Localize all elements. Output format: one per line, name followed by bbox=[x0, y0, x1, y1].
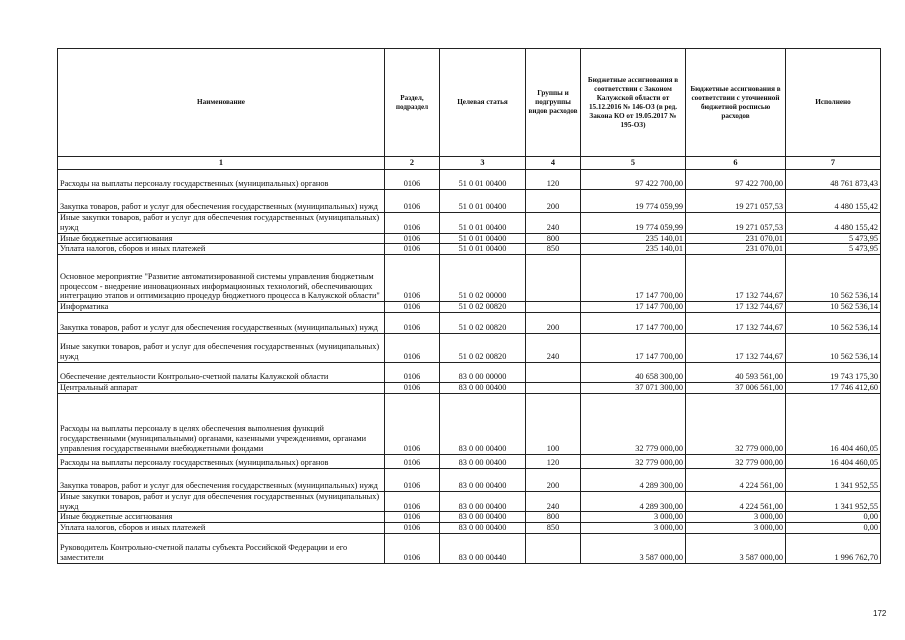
row-section: 0106 bbox=[385, 302, 440, 313]
table-row bbox=[58, 333, 881, 362]
column-number: 1 bbox=[58, 157, 385, 170]
table-row bbox=[58, 512, 881, 523]
row-target: 83 0 00 00400 bbox=[440, 491, 526, 512]
table-row bbox=[58, 190, 881, 213]
table-row bbox=[58, 255, 881, 302]
column-number: 2 bbox=[385, 157, 440, 170]
row-section: 0106 bbox=[385, 393, 440, 454]
header-name: Наименование bbox=[58, 49, 385, 157]
table-row bbox=[58, 468, 881, 491]
row-executed: 5 473,95 bbox=[786, 244, 881, 255]
row-target: 83 0 00 00400 bbox=[440, 468, 526, 491]
row-target: 51 0 01 00400 bbox=[440, 190, 526, 213]
row-section: 0106 bbox=[385, 233, 440, 244]
row-group: 200 bbox=[526, 468, 581, 491]
row-name: Уплата налогов, сборов и иных платежей bbox=[58, 523, 385, 534]
row-budget-law: 40 658 300,00 bbox=[581, 362, 686, 382]
row-name: Иные закупки товаров, работ и услуг для обеспечения государственных (муниципальных) нужд bbox=[58, 491, 385, 512]
row-group: 120 bbox=[526, 170, 581, 190]
table-row bbox=[58, 491, 881, 512]
row-group: 240 bbox=[526, 213, 581, 234]
row-group: 200 bbox=[526, 190, 581, 213]
row-executed: 16 404 460,05 bbox=[786, 454, 881, 468]
row-budget-law: 235 140,01 bbox=[581, 233, 686, 244]
table-row bbox=[58, 393, 881, 454]
row-group: 800 bbox=[526, 512, 581, 523]
row-budget-refined: 19 271 057,53 bbox=[686, 190, 786, 213]
row-budget-refined: 17 132 744,67 bbox=[686, 312, 786, 333]
row-section: 0106 bbox=[385, 333, 440, 362]
row-budget-refined: 40 593 561,00 bbox=[686, 362, 786, 382]
row-section: 0106 bbox=[385, 190, 440, 213]
header-budget-law: Бюджетные ассигнования в соответствии с Законом Калужской области от 15.12.2016 № 146-ОЗ (в ред. Закона КО от 19.05.2017 № 195-ОЗ) bbox=[581, 49, 686, 157]
row-section: 0106 bbox=[385, 362, 440, 382]
table-row bbox=[58, 233, 881, 244]
row-budget-refined: 17 132 744,67 bbox=[686, 333, 786, 362]
row-budget-law: 32 779 000,00 bbox=[581, 454, 686, 468]
row-budget-refined: 3 000,00 bbox=[686, 523, 786, 534]
column-number: 7 bbox=[786, 157, 881, 170]
row-name: Уплата налогов, сборов и иных платежей bbox=[58, 244, 385, 255]
row-target: 51 0 02 00000 bbox=[440, 255, 526, 302]
row-target: 83 0 00 00440 bbox=[440, 533, 526, 563]
row-budget-law: 19 774 059,99 bbox=[581, 213, 686, 234]
row-section: 0106 bbox=[385, 255, 440, 302]
row-budget-refined: 19 271 057,53 bbox=[686, 213, 786, 234]
row-budget-law: 17 147 700,00 bbox=[581, 255, 686, 302]
row-section: 0106 bbox=[385, 533, 440, 563]
row-target: 51 0 01 00400 bbox=[440, 244, 526, 255]
row-name: Центральный аппарат bbox=[58, 382, 385, 393]
row-name: Основное мероприятие "Развитие автоматизированной системы управления бюджетным процессом - внедрение инновационных информационных технологий, обеспечивающих интеграцию этапов и оптимизацию процедур бюджетного процесса в Калужской области" bbox=[58, 255, 385, 302]
row-budget-law: 3 000,00 bbox=[581, 523, 686, 534]
column-number: 5 bbox=[581, 157, 686, 170]
row-target: 83 0 00 00000 bbox=[440, 362, 526, 382]
table-row bbox=[58, 312, 881, 333]
row-section: 0106 bbox=[385, 512, 440, 523]
row-section: 0106 bbox=[385, 170, 440, 190]
row-budget-refined: 32 779 000,00 bbox=[686, 454, 786, 468]
row-target: 83 0 00 00400 bbox=[440, 382, 526, 393]
row-budget-law: 235 140,01 bbox=[581, 244, 686, 255]
row-target: 51 0 01 00400 bbox=[440, 213, 526, 234]
row-target: 83 0 00 00400 bbox=[440, 512, 526, 523]
row-executed: 17 746 412,60 bbox=[786, 382, 881, 393]
row-name: Иные закупки товаров, работ и услуг для обеспечения государственных (муниципальных) нужд bbox=[58, 333, 385, 362]
row-executed: 1 996 762,70 bbox=[786, 533, 881, 563]
row-executed: 48 761 873,43 bbox=[786, 170, 881, 190]
row-target: 83 0 00 00400 bbox=[440, 393, 526, 454]
table-row bbox=[58, 170, 881, 190]
row-budget-refined: 4 224 561,00 bbox=[686, 468, 786, 491]
row-executed: 16 404 460,05 bbox=[786, 393, 881, 454]
column-number: 3 bbox=[440, 157, 526, 170]
header-target: Целевая статья bbox=[440, 49, 526, 157]
row-budget-law: 17 147 700,00 bbox=[581, 302, 686, 313]
table-row bbox=[58, 382, 881, 393]
header-groups: Группы и подгруппы видов расходов bbox=[526, 49, 581, 157]
row-group: 850 bbox=[526, 523, 581, 534]
table-row bbox=[58, 244, 881, 255]
row-executed: 10 562 536,14 bbox=[786, 302, 881, 313]
row-executed: 0,00 bbox=[786, 512, 881, 523]
row-target: 83 0 00 00400 bbox=[440, 523, 526, 534]
row-budget-law: 3 587 000,00 bbox=[581, 533, 686, 563]
row-budget-law: 17 147 700,00 bbox=[581, 333, 686, 362]
table-row bbox=[58, 533, 881, 563]
row-executed: 1 341 952,55 bbox=[786, 468, 881, 491]
row-group: 100 bbox=[526, 393, 581, 454]
row-section: 0106 bbox=[385, 213, 440, 234]
row-group bbox=[526, 382, 581, 393]
column-number-row bbox=[58, 157, 881, 170]
table-row bbox=[58, 454, 881, 468]
row-executed: 10 562 536,14 bbox=[786, 255, 881, 302]
row-group: 800 bbox=[526, 233, 581, 244]
row-group: 240 bbox=[526, 333, 581, 362]
row-executed: 5 473,95 bbox=[786, 233, 881, 244]
header-budget-refined: Бюджетные ассигнования в соответствии с уточненной бюджетной росписью расходов bbox=[686, 49, 786, 157]
table-row bbox=[58, 523, 881, 534]
row-budget-refined: 32 779 000,00 bbox=[686, 393, 786, 454]
row-name: Расходы на выплаты персоналу государственных (муниципальных) органов bbox=[58, 454, 385, 468]
row-executed: 4 480 155,42 bbox=[786, 213, 881, 234]
row-section: 0106 bbox=[385, 454, 440, 468]
row-name: Иные закупки товаров, работ и услуг для обеспечения государственных (муниципальных) нужд bbox=[58, 213, 385, 234]
row-section: 0106 bbox=[385, 244, 440, 255]
row-budget-law: 17 147 700,00 bbox=[581, 312, 686, 333]
row-name: Закупка товаров, работ и услуг для обеспечения государственных (муниципальных) нужд bbox=[58, 190, 385, 213]
row-budget-refined: 4 224 561,00 bbox=[686, 491, 786, 512]
row-budget-law: 3 000,00 bbox=[581, 512, 686, 523]
row-section: 0106 bbox=[385, 468, 440, 491]
row-name: Закупка товаров, работ и услуг для обеспечения государственных (муниципальных) нужд bbox=[58, 468, 385, 491]
row-budget-law: 19 774 059,99 bbox=[581, 190, 686, 213]
page-number: 172 bbox=[873, 609, 887, 618]
row-executed: 10 562 536,14 bbox=[786, 312, 881, 333]
row-group bbox=[526, 302, 581, 313]
row-name: Обеспечение деятельности Контрольно-счетной палаты Калужской области bbox=[58, 362, 385, 382]
row-group bbox=[526, 533, 581, 563]
header-executed: Исполнено bbox=[786, 49, 881, 157]
row-name: Руководитель Контрольно-счетной палаты субъекта Российской Федерации и его заместители bbox=[58, 533, 385, 563]
row-group: 240 bbox=[526, 491, 581, 512]
row-group: 850 bbox=[526, 244, 581, 255]
row-executed: 1 341 952,55 bbox=[786, 491, 881, 512]
row-budget-law: 4 289 300,00 bbox=[581, 491, 686, 512]
row-group bbox=[526, 362, 581, 382]
row-group: 200 bbox=[526, 312, 581, 333]
row-budget-law: 4 289 300,00 bbox=[581, 468, 686, 491]
row-target: 51 0 02 00820 bbox=[440, 333, 526, 362]
row-name: Закупка товаров, работ и услуг для обеспечения государственных (муниципальных) нужд bbox=[58, 312, 385, 333]
row-budget-refined: 97 422 700,00 bbox=[686, 170, 786, 190]
header-section: Раздел, подраздел bbox=[385, 49, 440, 157]
row-budget-refined: 231 070,01 bbox=[686, 244, 786, 255]
row-target: 83 0 00 00400 bbox=[440, 454, 526, 468]
row-budget-refined: 17 132 744,67 bbox=[686, 302, 786, 313]
row-section: 0106 bbox=[385, 523, 440, 534]
table-row bbox=[58, 302, 881, 313]
row-executed: 0,00 bbox=[786, 523, 881, 534]
row-budget-law: 37 071 300,00 bbox=[581, 382, 686, 393]
row-section: 0106 bbox=[385, 491, 440, 512]
row-group: 120 bbox=[526, 454, 581, 468]
row-budget-refined: 37 006 561,00 bbox=[686, 382, 786, 393]
row-budget-refined: 231 070,01 bbox=[686, 233, 786, 244]
row-name: Иные бюджетные ассигнования bbox=[58, 233, 385, 244]
budget-table bbox=[57, 48, 881, 564]
row-executed: 4 480 155,42 bbox=[786, 190, 881, 213]
row-section: 0106 bbox=[385, 382, 440, 393]
column-number: 4 bbox=[526, 157, 581, 170]
row-target: 51 0 01 00400 bbox=[440, 233, 526, 244]
row-budget-law: 32 779 000,00 bbox=[581, 393, 686, 454]
row-target: 51 0 02 00820 bbox=[440, 312, 526, 333]
row-target: 51 0 02 00820 bbox=[440, 302, 526, 313]
column-number: 6 bbox=[686, 157, 786, 170]
row-section: 0106 bbox=[385, 312, 440, 333]
row-name: Информатика bbox=[58, 302, 385, 313]
row-executed: 10 562 536,14 bbox=[786, 333, 881, 362]
row-name: Иные бюджетные ассигнования bbox=[58, 512, 385, 523]
row-executed: 19 743 175,30 bbox=[786, 362, 881, 382]
row-name: Расходы на выплаты персоналу в целях обеспечения выполнения функций государственными (муниципальными) органами, казенными учреждениями, органами управления государственными внебюджетными фондами bbox=[58, 393, 385, 454]
row-group bbox=[526, 255, 581, 302]
budget-sheet bbox=[57, 48, 880, 564]
row-budget-law: 97 422 700,00 bbox=[581, 170, 686, 190]
row-budget-refined: 3 000,00 bbox=[686, 512, 786, 523]
header-row bbox=[58, 49, 881, 157]
row-name: Расходы на выплаты персоналу государственных (муниципальных) органов bbox=[58, 170, 385, 190]
row-budget-refined: 3 587 000,00 bbox=[686, 533, 786, 563]
row-budget-refined: 17 132 744,67 bbox=[686, 255, 786, 302]
table-row bbox=[58, 213, 881, 234]
table-row bbox=[58, 362, 881, 382]
row-target: 51 0 01 00400 bbox=[440, 170, 526, 190]
